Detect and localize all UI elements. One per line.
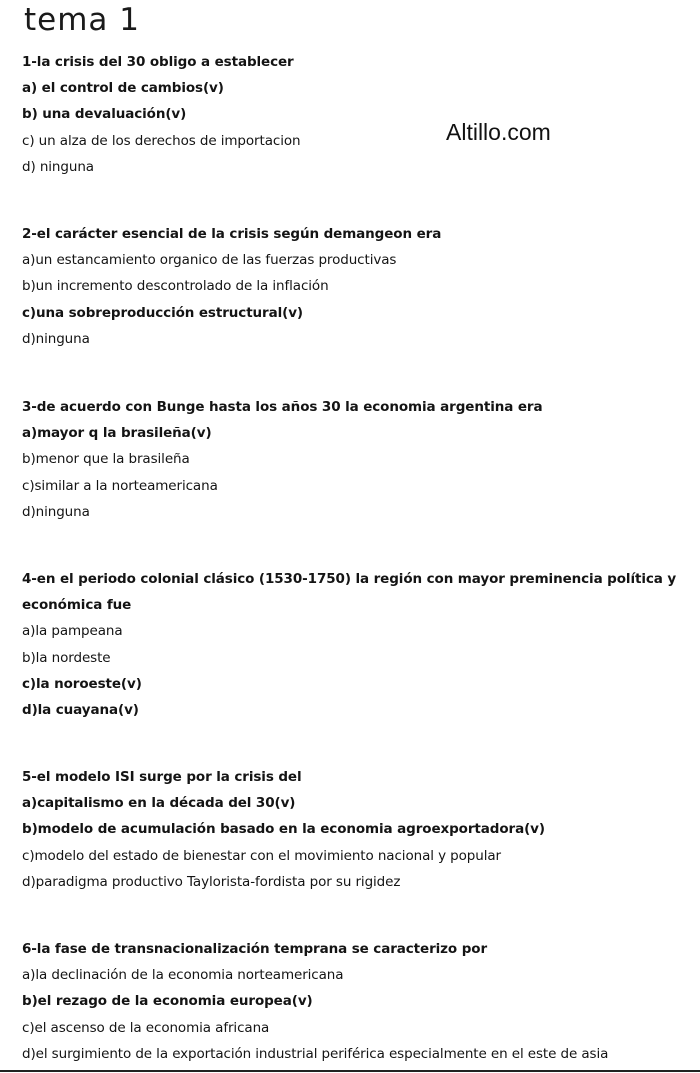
answer-option: d)paradigma productivo Taylorista-fordista por su rigidez — [22, 873, 401, 890]
answer-option: b)modelo de acumulación basado en la economia agroexportadora(v) — [22, 821, 545, 838]
answer-option: c)una sobreproducción estructural(v) — [22, 304, 303, 321]
answer-option: b)menor que la brasileña — [22, 451, 190, 468]
question-stem: 3-de acuerdo con Bunge hasta los años 30 la economia argentina era — [22, 399, 543, 415]
answer-option: d) ninguna — [22, 158, 94, 175]
question-stem: 1-la crisis del 30 obligo a establecer — [22, 54, 294, 70]
answer-option: a)la pampeana — [22, 623, 123, 640]
question-4 — [22, 566, 676, 723]
question-5 — [22, 764, 545, 895]
question-stem: 6-la fase de transnacionalización temprana se caracterizo por — [22, 941, 488, 957]
answer-option: a) el control de cambios(v) — [22, 80, 224, 97]
answer-option: b)un incremento descontrolado de la inflación — [22, 278, 329, 295]
question-6 — [22, 936, 608, 1067]
answer-option: b) una devaluación(v) — [22, 106, 187, 123]
question-2 — [22, 221, 441, 352]
question-stem: 5-el modelo ISI surge por la crisis del — [22, 769, 302, 785]
answer-option: b)el rezago de la economia europea(v) — [22, 993, 313, 1010]
page-title: tema 1 — [24, 2, 140, 38]
question-stem-continued: económica fue — [22, 597, 132, 614]
answer-option: d)la cuayana(v) — [22, 702, 139, 719]
answer-option: c)modelo del estado de bienestar con el movimiento nacional y popular — [22, 847, 501, 864]
question-3 — [22, 394, 542, 525]
answer-option: a)capitalismo en la década del 30(v) — [22, 795, 296, 812]
answer-option: a)un estancamiento organico de las fuerzas productivas — [22, 252, 397, 269]
question-stem: 4-en el periodo colonial clásico (1530-1750) la región con mayor preminencia política y — [22, 571, 677, 587]
answer-option: a)la declinación de la economia norteamericana — [22, 967, 344, 984]
answer-option: c)similar a la norteamericana — [22, 477, 218, 494]
answer-option: a)mayor q la brasileña(v) — [22, 425, 212, 442]
answer-option: d)el surgimiento de la exportación industrial periférica especialmente en el este de asia — [22, 1045, 609, 1062]
answer-option: d)ninguna — [22, 503, 90, 520]
answer-option: c) un alza de los derechos de importacion — [22, 132, 301, 149]
answer-option: c)la noroeste(v) — [22, 675, 142, 692]
question-stem: 2-el carácter esencial de la crisis según demangeon era — [22, 226, 442, 242]
answer-option: d)ninguna — [22, 330, 90, 347]
answer-option: b)la nordeste — [22, 649, 111, 666]
watermark-logo: Altillo.com — [446, 119, 551, 145]
question-1 — [22, 49, 300, 180]
answer-option: c)el ascenso de la economia africana — [22, 1019, 270, 1036]
bottom-rule — [0, 1070, 700, 1072]
